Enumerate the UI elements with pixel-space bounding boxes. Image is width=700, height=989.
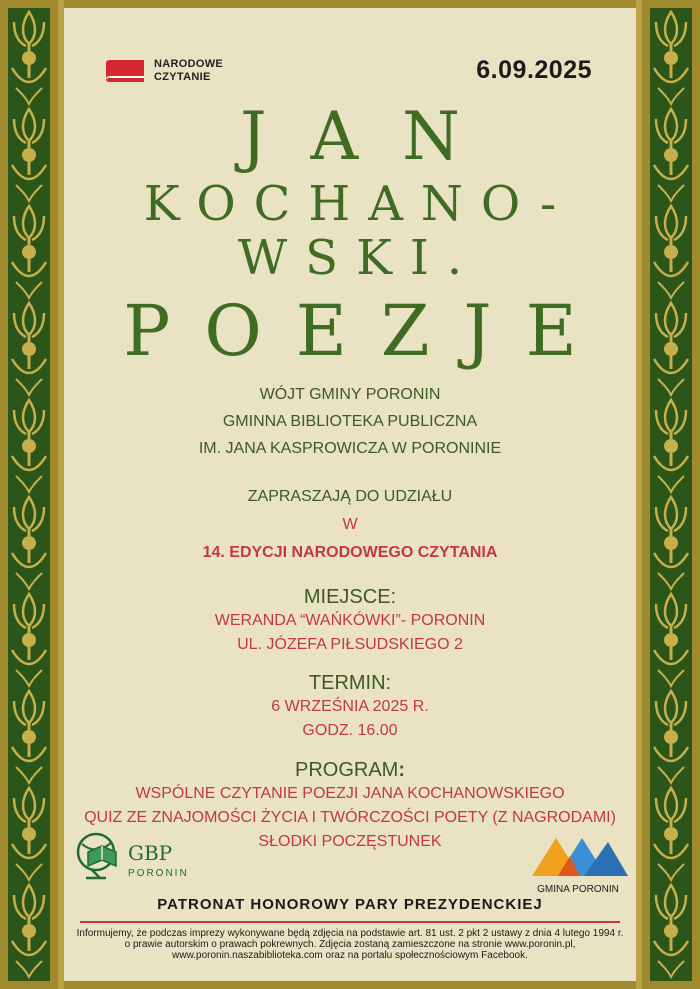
right-border-pattern	[650, 8, 692, 981]
program-item-2: QUIZ ZE ZNAJOMOŚCI ŻYCIA I TWÓRCZOŚCI POETY (Z NAGRODAMI)	[84, 809, 616, 826]
organizer-line-1: WÓJT GMINY PORONIN	[259, 386, 441, 403]
title-line-3: WSKI.	[237, 230, 481, 286]
book-icon	[104, 59, 146, 83]
tulip-ornament-icon	[8, 8, 50, 981]
place-line-1: WERANDA “WAŃKÓWKI”- PORONIN	[214, 612, 486, 629]
term-heading: TERMIN:	[308, 672, 392, 694]
logo-line-1: NARODOWE	[154, 58, 224, 70]
gbp-logo-place: PORONIN	[128, 868, 189, 879]
gmina-poronin-logo	[528, 828, 628, 898]
narodowe-czytanie-logo	[104, 58, 223, 84]
program-heading	[64, 759, 636, 782]
gmina-logo-name: GMINA PORONIN	[537, 884, 619, 895]
left-ornamental-border	[0, 0, 58, 989]
program-heading-text: PROGRAM	[294, 759, 399, 781]
title-line-1: JAN	[240, 98, 504, 175]
poster-content	[64, 8, 636, 981]
info-line-3: www.poronin.naszabiblioteka.com oraz na portalu społecznościowym Facebook.	[172, 950, 528, 961]
mountains-icon	[528, 828, 628, 898]
title-line-4: POEZJE	[123, 290, 611, 372]
place-line-2: UL. JÓZEFA PIŁSUDSKIEGO 2	[237, 636, 463, 653]
invite-line-1: ZAPRASZAJĄ DO UDZIAŁU	[247, 488, 453, 505]
program-item-3: SŁODKI POCZĘSTUNEK	[258, 833, 442, 850]
logo-line-2: CZYTANIE	[154, 71, 211, 83]
top-frame	[0, 0, 700, 8]
right-gold-rule	[636, 0, 642, 989]
logo-text	[154, 58, 223, 84]
term-line-2: GODZ. 16.00	[302, 722, 398, 739]
organizer-line-3: IM. JANA KASPROWICZA W PORONINIE	[198, 440, 502, 457]
left-border-pattern	[8, 8, 50, 981]
globe-book-icon	[72, 826, 192, 886]
photo-info-note	[0, 928, 700, 961]
gbp-poronin-logo	[72, 826, 192, 886]
title-line-2: KOCHANO-	[143, 176, 575, 232]
event-date: 6.09.2025	[476, 56, 592, 84]
info-line-2: o prawie autorskim o prawach pokrewnych. Zdjęcia zostaną zamieszczone na stronie www.poronin.pl,	[124, 939, 576, 950]
right-ornamental-border	[642, 0, 700, 989]
tulip-ornament-icon	[650, 8, 692, 981]
gbp-logo-name: GBP	[128, 841, 173, 865]
program-heading-colon: :	[398, 759, 405, 781]
bottom-frame	[0, 981, 700, 989]
organizer-line-2: GMINNA BIBLIOTEKA PUBLICZNA	[222, 413, 478, 430]
term-line-1: 6 WRZEŚNIA 2025 R.	[271, 698, 429, 715]
red-divider	[80, 921, 620, 923]
invite-line-2: W	[342, 516, 358, 533]
place-heading: MIEJSCE:	[303, 586, 397, 608]
info-line-1: Informujemy, że podczas imprezy wykonywane będą zdjęcia na podstawie art. 81 ust. 2 pkt 2 ustawy z dnia 4 lutego 1994 r.	[76, 928, 624, 939]
program-item-1: WSPÓLNE CZYTANIE POEZJI JANA KOCHANOWSKIEGO	[135, 785, 565, 802]
invite-line-3: 14. EDYCJI NARODOWEGO CZYTANIA	[202, 544, 498, 561]
patronage-text: PATRONAT HONOROWY PARY PREZYDENCKIEJ	[157, 896, 543, 913]
